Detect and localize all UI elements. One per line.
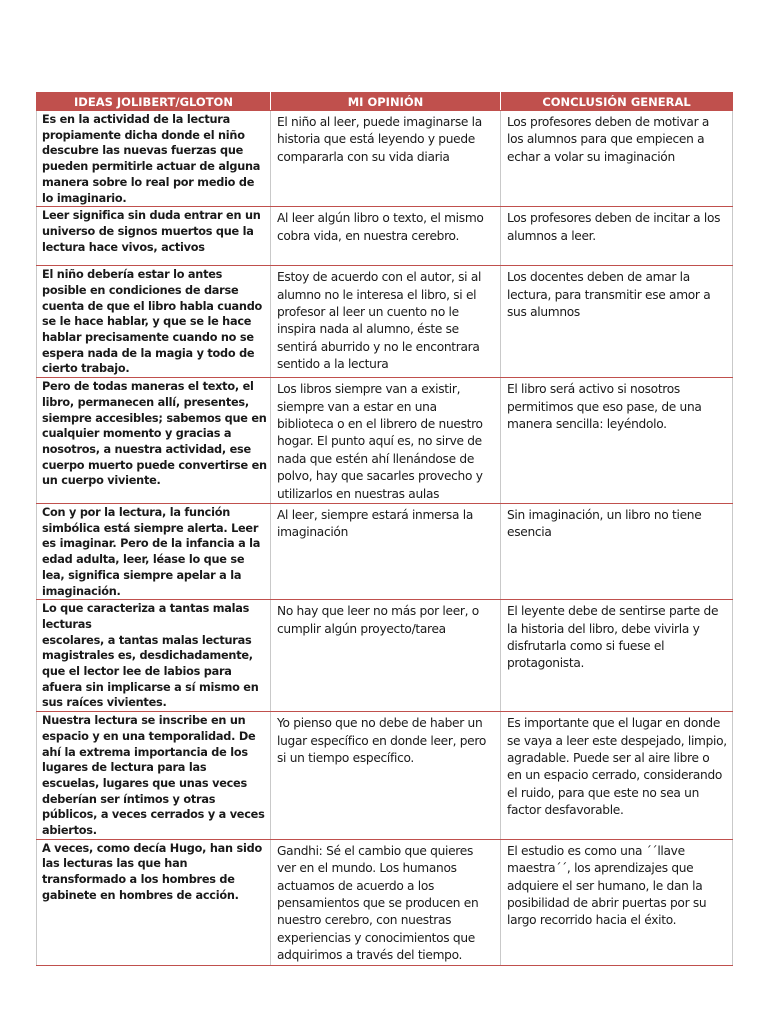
table-row	[37, 266, 733, 378]
idea-cell: Nuestra lectura se inscribe en un espacio y en una temporalidad. De ahí la extrema importancia de los lugares de lectura para las escuelas, lugares que unas veces deberían ser íntimos y otras públicos, a veces cerrados y a veces abiertos.	[37, 712, 271, 840]
conclusion-cell: El leyente debe de sentirse parte de la historia del libro, debe vivirla y disfrutarla como si fuese el protagonista.	[501, 600, 733, 712]
opinion-cell: Los libros siempre van a existir, siempre van a estar en una biblioteca o en el librero de nuestro hogar. El punto aquí es, no sirve de nada que estén ahí llenándose de polvo, hay que sacarles provecho y utilizarlos en nuestras aulas	[271, 378, 501, 504]
opinion-cell: No hay que leer no más por leer, o cumplir algún proyecto/tarea	[271, 600, 501, 712]
table-row	[37, 839, 733, 965]
table-row	[37, 712, 733, 840]
table-row	[37, 207, 733, 266]
header-conclusion: CONCLUSIÓN GENERAL	[501, 93, 733, 111]
conclusion-cell: Sin imaginación, un libro no tiene esencia	[501, 503, 733, 599]
ideas-table	[36, 92, 733, 966]
opinion-cell: Al leer algún libro o texto, el mismo cobra vida, en nuestra cerebro.	[271, 207, 501, 266]
idea-cell: Es en la actividad de la lectura propiamente dicha donde el niño descubre las nuevas fuerzas que pueden permitirle actuar de alguna manera sobre lo real por medio de lo imaginario.	[37, 111, 271, 207]
opinion-cell: Gandhi: Sé el cambio que quieres ver en el mundo. Los humanos actuamos de acuerdo a los pensamientos que se producen en nuestro cerebro, con nuestras experiencias y conocimientos que adquirimos a través del tiempo.	[271, 839, 501, 965]
idea-cell: Lo que caracteriza a tantas malas lecturas escolares, a tantas malas lecturas magistrales es, desdichadamente, que el lector lee de labios para afuera sin implicarse a sí mismo en sus raíces vivientes.	[37, 600, 271, 712]
idea-cell: El niño debería estar lo antes posible en condiciones de darse cuenta de que el libro habla cuando se le hace hablar, y que se le hace hablar precisamente cuando no se espera nada de la magia y todo de cierto trabajo.	[37, 266, 271, 378]
idea-cell: Pero de todas maneras el texto, el libro, permanecen allí, presentes, siempre accesibles; sabemos que en cualquier momento y gracias a nosotros, a nuestra actividad, ese cuerpo muerto puede convertirse en un cuerpo viviente.	[37, 378, 271, 504]
opinion-cell: El niño al leer, puede imaginarse la historia que está leyendo y puede compararla con su vida diaria	[271, 111, 501, 207]
conclusion-cell: Es importante que el lugar en donde se vaya a leer este despejado, limpio, agradable. Puede ser al aire libre o en un espacio cerrado, considerando el ruido, para que este no sea un factor desfavorable.	[501, 712, 733, 840]
idea-cell: Leer significa sin duda entrar en un universo de signos muertos que la lectura hace vivos, activos	[37, 207, 271, 266]
opinion-cell: Al leer, siempre estará inmersa la imaginación	[271, 503, 501, 599]
table-row	[37, 111, 733, 207]
table-header-row	[37, 93, 733, 111]
header-ideas: IDEAS JOLIBERT/GLOTON	[37, 93, 271, 111]
table-row	[37, 600, 733, 712]
opinion-cell: Yo pienso que no debe de haber un lugar específico en donde leer, pero si un tiempo específico.	[271, 712, 501, 840]
table-row	[37, 378, 733, 504]
conclusion-cell: Los profesores deben de incitar a los alumnos a leer.	[501, 207, 733, 266]
table-row	[37, 503, 733, 599]
opinion-cell: Estoy de acuerdo con el autor, si al alumno no le interesa el libro, si el profesor al leer un cuento no le inspira nada al alumno, éste se sentirá aburrido y no le encontrara sentido a la lectura	[271, 266, 501, 378]
conclusion-cell: Los profesores deben de motivar a los alumnos para que empiecen a echar a volar su imaginación	[501, 111, 733, 207]
conclusion-cell: El estudio es como una ´´llave maestra´´, los aprendizajes que adquiere el ser humano, le dan la posibilidad de abrir puertas por su largo recorrido hacia el éxito.	[501, 839, 733, 965]
header-opinion: MI OPINIÓN	[271, 93, 501, 111]
conclusion-cell: El libro será activo si nosotros permitimos que eso pase, de una manera sencilla: leyéndolo.	[501, 378, 733, 504]
conclusion-cell: Los docentes deben de amar la lectura, para transmitir ese amor a sus alumnos	[501, 266, 733, 378]
idea-cell: Con y por la lectura, la función simbólica está siempre alerta. Leer es imaginar. Pero de la infancia a la edad adulta, leer, léase lo que se lea, significa siempre apelar a la imaginación.	[37, 503, 271, 599]
idea-cell: A veces, como decía Hugo, han sido las lecturas las que han transformado a los hombres de gabinete en hombres de acción.	[37, 839, 271, 965]
